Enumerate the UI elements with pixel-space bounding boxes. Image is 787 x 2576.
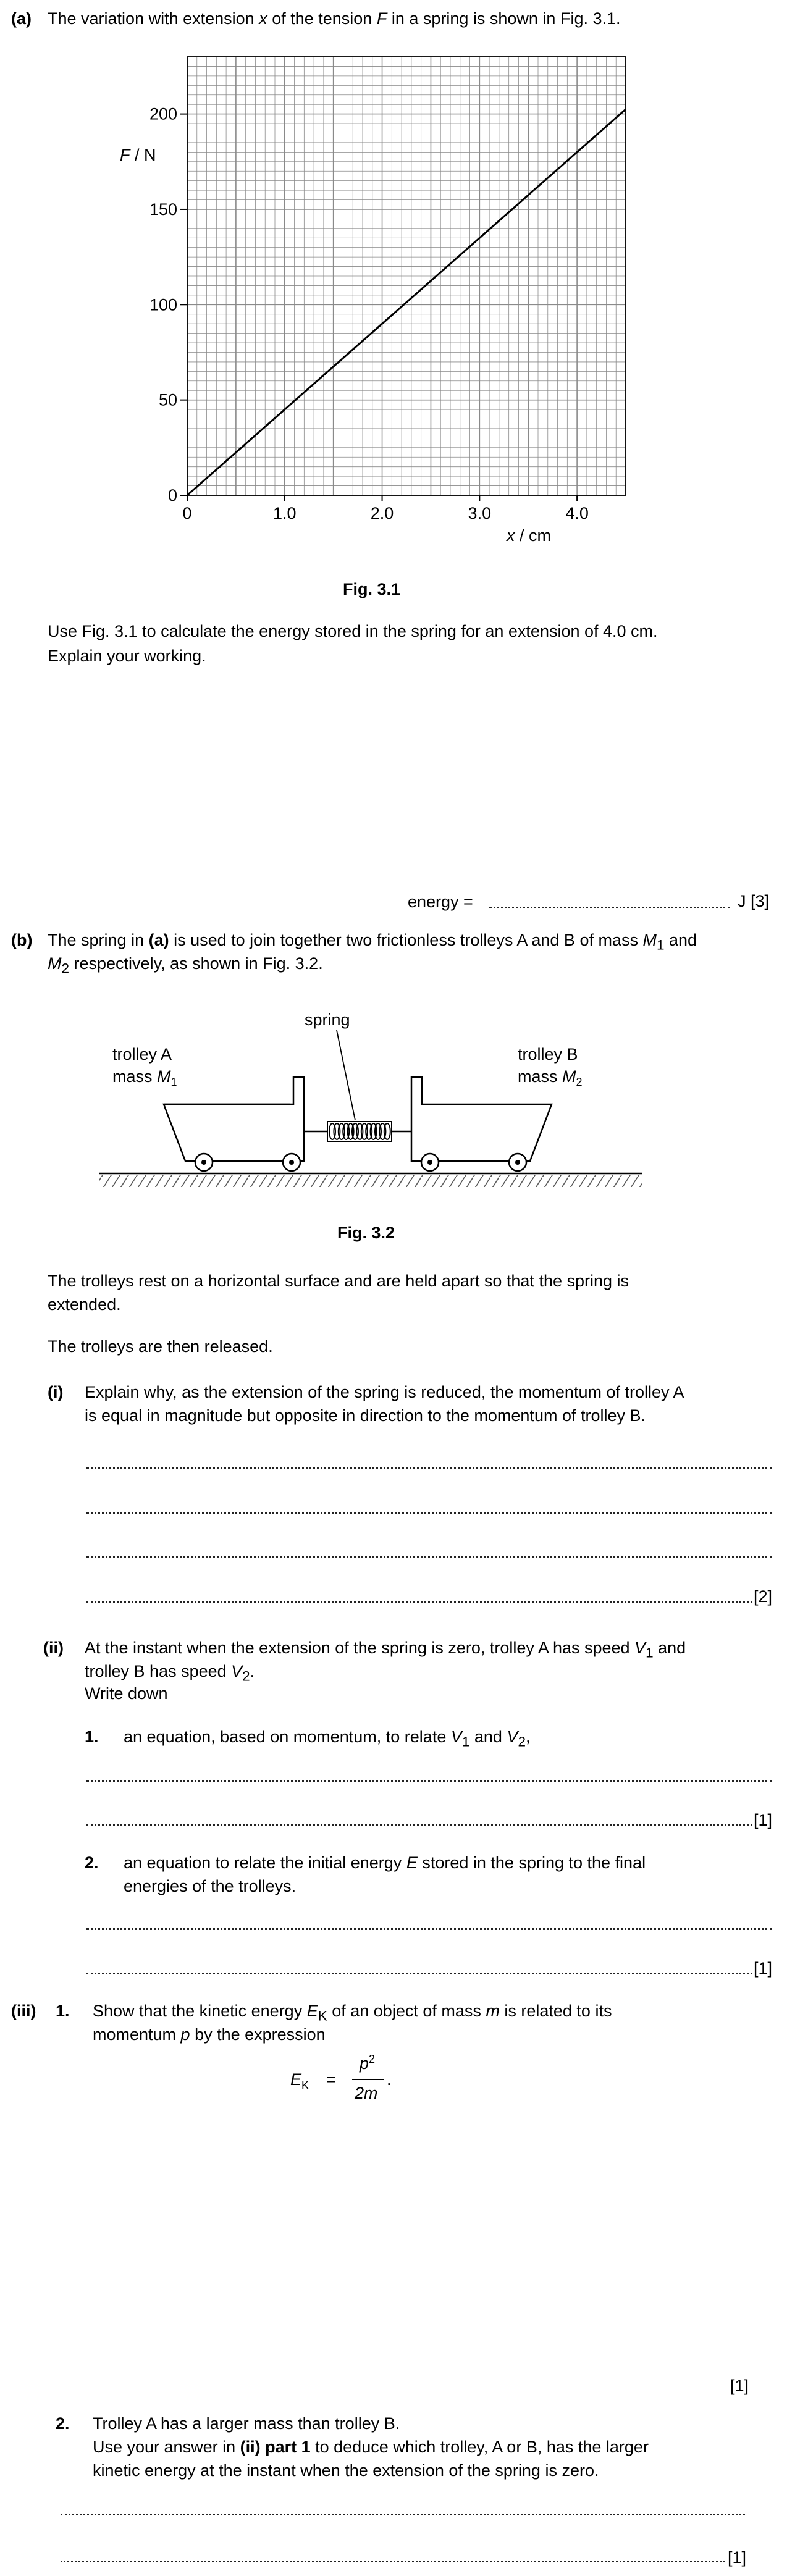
part-b-ii-line3: Write down [85,1684,168,1703]
ground-hatching [99,1175,642,1187]
answer-line[interactable] [86,1973,752,1974]
graph-series [187,109,626,495]
trolley-a-axle-left [201,1160,206,1165]
trolley-a-name: trolley A [112,1045,172,1064]
part-b-ii-1-mark: [1] [754,1811,773,1829]
y-tick-label: 200 [149,104,177,124]
trolley-b-axle-right [515,1160,520,1165]
part-b-i-line2: is equal in magnitude but opposite in direction to the momentum of trolley B. [85,1406,646,1425]
fig-3-1-caption: Fig. 3.1 [343,580,401,598]
rest-line2: extended. [48,1295,121,1314]
part-b-iii-1-line1: Show that the kinetic energy $E_K$ of an object of mass m is related to its [93,2002,612,2024]
released-text: The trolleys are then released. [48,1337,273,1356]
part-b-ii-label: (ii) [43,1638,64,1657]
part-b-ii-2-line1: an equation to relate the initial energy E stored in the spring to the final [124,1853,646,1872]
axis-unit: / N [130,146,156,164]
energy-answer-label: energy = [408,892,473,911]
spring-label: spring [305,1010,350,1029]
x-tick-label: 4.0 [565,504,589,522]
y-tick-label: 100 [149,295,177,314]
axis-variable: F [120,146,130,164]
part-a-intro: The variation with extension x of the tension F in a spring is shown in Fig. 3.1. [48,9,621,28]
y-tick-label: 150 [149,199,177,219]
axis-variable: x [507,526,515,545]
x-axis-label [505,526,551,545]
part-b-ii-2-mark: [1] [754,1959,773,1978]
trolley-a-mass: mass $M_1$ [112,1067,177,1088]
trolley-a-axle-right [289,1160,294,1165]
part-b-label: (b) [11,931,33,949]
part-b-iii-2-line3: kinetic energy at the instant when the extension of the spring is zero. [93,2461,599,2480]
formula-fraction-bar [352,2079,384,2080]
trolley-b-mass: mass $M_2$ [518,1067,583,1088]
rest-line1: The trolleys rest on a horizontal surface and are held apart so that the spring is [48,1272,629,1290]
series-line [187,109,626,495]
answer-line[interactable] [86,1512,772,1514]
tension-extension-graph [99,49,655,562]
trolley-a-body [164,1077,304,1161]
part-b-ii-1-text: an equation, based on momentum, to relate $V_1$ and $V_2$, [124,1727,531,1750]
part-b-iii-label: (iii) [11,2002,36,2020]
answer-line[interactable] [86,1824,752,1826]
formula-equals: = [326,2070,336,2089]
part-b-ii-2-line2: energies of the trolleys. [124,1877,297,1895]
part-b-ii-2-label: 2. [85,1853,99,1872]
part-b-iii-1-mark: [1] [730,2377,749,2395]
part-b-ii-1-label: 1. [85,1727,99,1746]
part-b-ii-line2: trolley B has speed $V_2$. [85,1662,255,1684]
part-b-iii-1-label: 1. [56,2002,70,2020]
part-b-i-mark: [2] [754,1587,773,1606]
answer-line[interactable] [86,1780,772,1782]
axis-unit: / cm [515,526,551,545]
y-tick-label: 0 [167,486,177,505]
energy-answer-unit: J [3] [738,892,770,910]
formula-denominator: 2m [355,2084,378,2102]
part-a-label: (a) [11,9,32,28]
answer-line[interactable] [86,1467,772,1469]
part-b-iii-1-line2: momentum p by the expression [93,2025,326,2044]
trolley-b-axle-left [427,1160,432,1165]
formula-lhs: $E_K$ [290,2070,309,2092]
answer-line[interactable] [86,1556,772,1558]
trolleys-diagram [93,1001,649,1198]
part-b-iii-2-mark: [1] [728,2548,747,2567]
fig-3-2-caption: Fig. 3.2 [337,1223,395,1242]
y-tick-label: 50 [158,390,177,409]
answer-line[interactable] [61,2561,725,2562]
answer-line[interactable] [61,2514,745,2515]
part-b-i-label: (i) [48,1383,64,1401]
part-b-ii-line1: At the instant when the extension of the spring is zero, trolley A has speed $V_1$ and [85,1638,686,1661]
part-b-intro-line2: $M_2$ respectively, as shown in Fig. 3.2. [48,954,323,976]
part-a-question-line2: Explain your working. [48,647,206,665]
part-b-intro-line1: The spring in (a) is used to join together two frictionless trolleys A and B of mass $M_1$ and [48,931,697,953]
spring-pointer-line [337,1030,355,1120]
formula-period: . [387,2070,392,2089]
part-b-i-line1: Explain why, as the extension of the spring is reduced, the momentum of trolley A [85,1383,684,1401]
x-tick-label: 0 [182,504,192,522]
spring-housing [327,1122,392,1141]
part-b-iii-2-line2: Use your answer in (ii) part 1 to deduce which trolley, A or B, has the larger [93,2438,649,2456]
y-axis-label [120,146,156,164]
answer-line[interactable] [86,1928,772,1930]
x-tick-label: 3.0 [468,504,492,522]
x-tick-label: 1.0 [273,504,297,522]
energy-answer-line[interactable] [489,907,730,908]
trolley-b-name: trolley B [518,1045,578,1064]
kinetic-energy-formula [290,2052,414,2113]
graph-grid-minor [187,57,626,495]
x-tick-label: 2.0 [370,504,394,522]
part-a-question-line1: Use Fig. 3.1 to calculate the energy stored in the spring for an extension of 4.0 cm. [48,622,658,640]
trolley-b-body [411,1077,552,1161]
part-b-iii-2-label: 2. [56,2414,70,2433]
answer-line[interactable] [86,1601,752,1603]
part-b-iii-2-line1: Trolley A has a larger mass than trolley B. [93,2414,400,2433]
formula-numerator: $p^2$ [360,2053,376,2073]
graph-ticks [149,105,589,522]
